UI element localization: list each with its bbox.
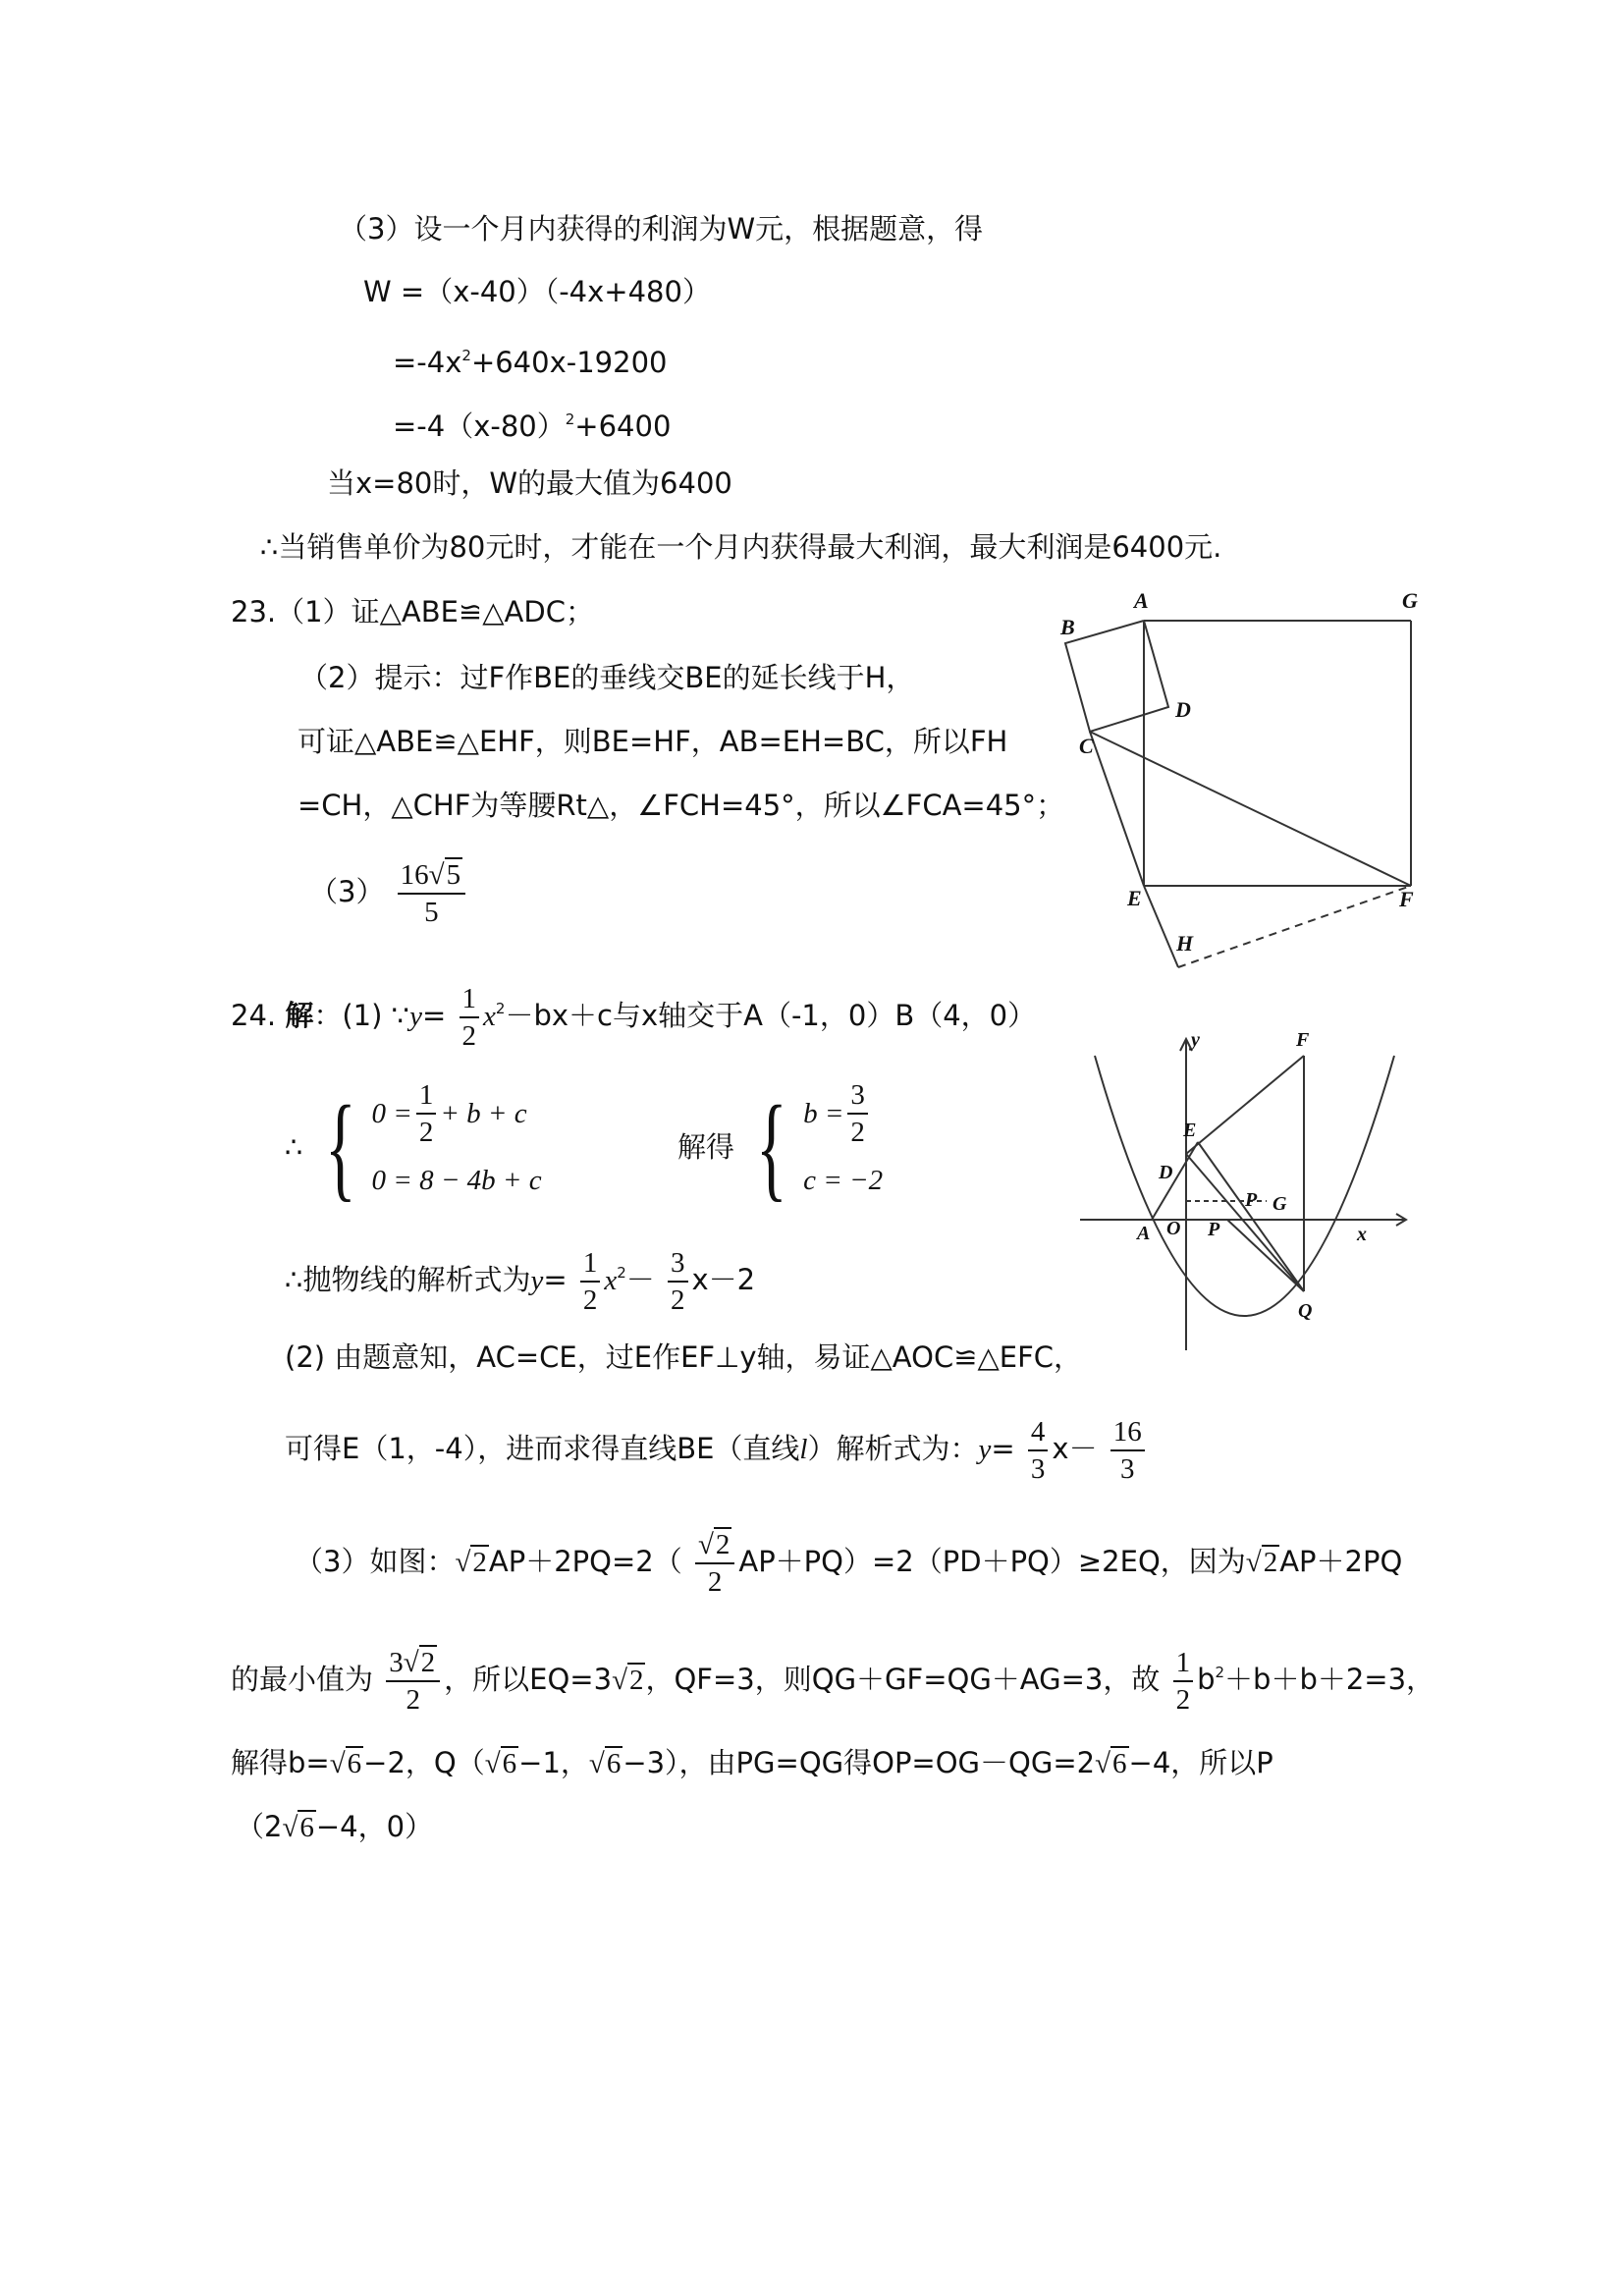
label-e: E [1127, 886, 1142, 910]
q24-part3-line2: 的最小值为 $\frac{3√2}{2}$ ，所以EQ=3√2，QF=3，则QG＋GF=QG＋AG=3，故 $\frac{1}{2}$ $b^2+b+b+2=3$， [231, 1647, 1435, 1716]
segment-eh [1144, 886, 1178, 967]
label-a: A [1137, 1223, 1151, 1244]
label-d: D [1159, 1162, 1173, 1183]
label-a: A [1134, 588, 1149, 613]
square-abdc [1065, 621, 1168, 732]
fraction: $\frac{1}{2}$ [460, 981, 480, 1054]
fraction: $\frac{16}{3}$ [1110, 1414, 1145, 1487]
label-c: C [1079, 734, 1094, 758]
q23-part2-line2: 可证△ABE≌△EHF，则BE=HF，AB=EH=BC，所以FH [298, 725, 1008, 758]
segment-pq [1227, 1220, 1304, 1291]
label-o: O [1166, 1218, 1181, 1239]
label-q: Q [1298, 1300, 1313, 1322]
fraction: $\frac{3}{2}$ [847, 1077, 868, 1150]
fraction: $\frac{16√5}{5}$ [398, 857, 465, 930]
fraction: $\frac{√2}{2}$ [695, 1527, 734, 1600]
q23-part1: 23.（1）证△ABE≌△ADC； [231, 595, 594, 628]
segment-dq [1186, 1154, 1304, 1291]
fraction: $\frac{1}{2}$ [416, 1077, 437, 1150]
label-e: E [1183, 1120, 1197, 1141]
q22-part3-intro: （3）设一个月内获得的利润为W元，根据题意，得 [339, 212, 984, 246]
segment-eq [1198, 1142, 1304, 1291]
segment-cf [1090, 732, 1411, 886]
q22-equation-2: $=-4x^2+640x-19200$ [393, 346, 668, 379]
q24-part2-line2: 可得E（1，-4），进而求得直线BE（直线l）解析式为：y= $\frac{4}{3}$ x－ $\frac{16}{3}$ [285, 1414, 1149, 1487]
q24-part3-line4: （2√6−4，0） [236, 1810, 434, 1843]
label-b: B [1060, 615, 1075, 639]
fraction: $\frac{4}{3}$ [1028, 1414, 1049, 1487]
parabola-curve [1095, 1056, 1394, 1316]
label-g: G [1402, 588, 1418, 613]
q22-equation-3: $=-4(x-80)^2+6400$ [393, 410, 672, 443]
label-d: D [1175, 697, 1191, 722]
label-g: G [1272, 1193, 1287, 1215]
q22-max-value: 当x=80时，W的最大值为6400 [327, 466, 732, 500]
label-y: y [1191, 1029, 1200, 1051]
q22-conclusion: ∴当销售单价为80元时，才能在一个月内获得最大利润，最大利润是6400元. [260, 530, 1222, 564]
q24-parabola-expression: ∴抛物线的解析式为y= $\frac{1}{2}$ $x^2-$ $\frac{3}{2}$ x－2 [285, 1247, 756, 1316]
q23-part2-line1: （2）提示：过F作BE的垂线交BE的延长线于H， [299, 661, 915, 694]
label-f: F [1296, 1029, 1310, 1051]
q24-part3-line3: 解得b=√6−2，Q（√6−1，√6−3），由PG=QG得OP=OG－QG=2√6−4，所以P [231, 1746, 1273, 1779]
q24-part3-line1: （3）如图：√2AP＋2PQ=2（ $\frac{√2}{2}$ AP＋PQ）=2（PD＋PQ）≥2EQ，因为√2AP＋2PQ [295, 1529, 1403, 1598]
q23-part3-answer: （3） $\frac{16√5}{5}$ [309, 857, 469, 930]
q23-geometry-figure [1051, 584, 1443, 977]
q24-parabola-figure [1080, 1026, 1414, 1355]
q24-intro: 24. 解：(1) ∵y= $\frac{1}{2}$ $x^2-bx+c$与x轴交于A（-1，0）B（4，0） [231, 983, 1037, 1052]
q22-equation-1: W =（x-40）（-4x+480） [363, 275, 711, 308]
q23-part2-line3: =CH，△CHF为等腰Rt△，∠FCH=45°，所以∠FCA=45°； [298, 789, 1065, 822]
segment-fd [1186, 1056, 1304, 1154]
label-x: x [1357, 1224, 1367, 1245]
fraction: $\frac{1}{2}$ [1173, 1645, 1194, 1718]
segment-hf-dashed [1178, 886, 1411, 967]
q24-part2-line1: (2) 由题意知，AC=CE，过E作EF⊥y轴，易证△AOC≌△EFC， [285, 1340, 1083, 1374]
label-f: F [1399, 887, 1414, 911]
fraction: $\frac{3}{2}$ [668, 1245, 688, 1318]
label-p-upper: P [1245, 1189, 1258, 1211]
label-h: H [1176, 931, 1194, 956]
fraction: $\frac{3√2}{2}$ [386, 1645, 440, 1718]
q24-equation-system: ∴ { 0 = $\frac{1}{2}$ + b + c 0 = 8 − 4b + c 解得 { b = $\frac{3}{2}$ c = −2 [285, 1079, 884, 1212]
fraction: $\frac{1}{2}$ [580, 1245, 601, 1318]
label-p-lower: P [1208, 1219, 1220, 1240]
